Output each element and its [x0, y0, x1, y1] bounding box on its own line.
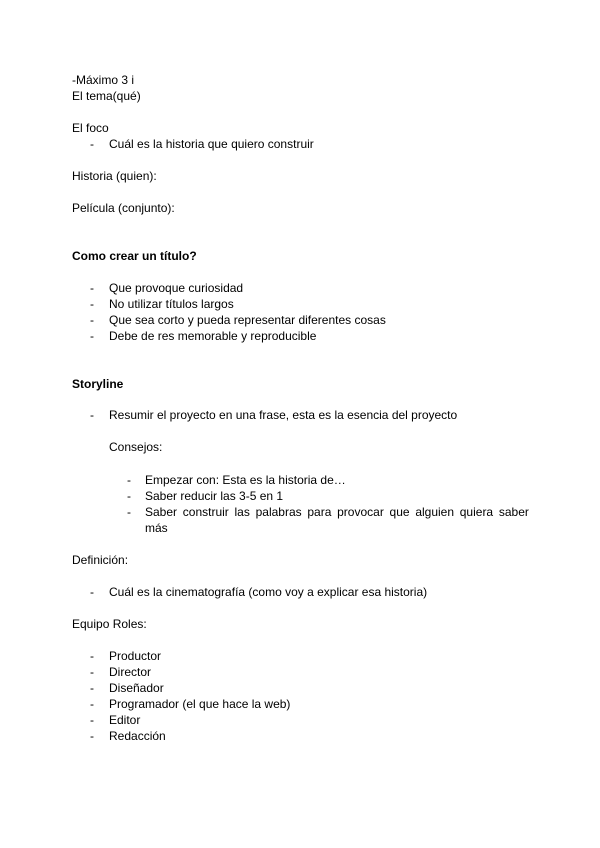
justified-word: provocar	[337, 505, 384, 519]
justified-word: alguien	[415, 505, 455, 519]
titulo-heading: Como crear un título?	[72, 249, 197, 263]
equipo-label: Equipo Roles:	[72, 617, 147, 631]
justified-word: que	[389, 505, 410, 519]
justified-word: saber	[498, 505, 529, 519]
storyline-item: Resumir el proyecto en una frase, esta es la esencia del proyecto	[109, 408, 458, 422]
equipo-item: Director	[109, 665, 152, 679]
max-note: -Máximo 3 i	[72, 73, 135, 87]
foco-label: El foco	[72, 121, 109, 135]
historia-label: Historia (quien):	[72, 169, 157, 183]
list-bullet: -	[90, 313, 94, 327]
consejo-item-continuation: más	[145, 521, 168, 535]
list-bullet: -	[90, 681, 94, 695]
list-bullet: -	[90, 713, 94, 727]
list-bullet: -	[90, 137, 94, 151]
list-bullet: -	[90, 329, 94, 343]
titulo-item: No utilizar títulos largos	[109, 297, 234, 311]
consejo-item-justified	[145, 504, 529, 520]
consejos-label: Consejos:	[109, 440, 163, 454]
titulo-item: Que provoque curiosidad	[109, 281, 244, 295]
pelicula-label: Película (conjunto):	[72, 201, 175, 215]
list-bullet: -	[90, 281, 94, 295]
list-bullet: -	[127, 505, 131, 519]
justified-word: construir	[182, 505, 229, 519]
equipo-item: Editor	[109, 713, 141, 727]
justified-word: las	[234, 505, 250, 519]
consejo-item: Empezar con: Esta es la historia de…	[145, 473, 346, 487]
list-bullet: -	[127, 473, 131, 487]
list-bullet: -	[90, 585, 94, 599]
tema-label: El tema(qué)	[72, 89, 141, 103]
list-bullet: -	[90, 697, 94, 711]
equipo-item: Programador (el que hace la web)	[109, 697, 291, 711]
list-bullet: -	[90, 297, 94, 311]
list-bullet: -	[90, 665, 94, 679]
justified-word: palabras	[255, 505, 302, 519]
list-bullet: -	[90, 649, 94, 663]
equipo-item: Productor	[109, 649, 162, 663]
definicion-item: Cuál es la cinematografía (como voy a explicar esa historia)	[109, 585, 428, 599]
foco-item: Cuál es la historia que quiero construir	[109, 137, 314, 151]
equipo-item: Redacción	[109, 729, 166, 743]
justified-word: para	[307, 505, 332, 519]
list-bullet: -	[127, 489, 131, 503]
justified-word: Saber	[145, 505, 178, 519]
consejo-item: Saber reducir las 3-5 en 1	[145, 489, 284, 503]
titulo-item: Debe de res memorable y reproducible	[109, 329, 317, 343]
justified-word: quiera	[459, 505, 494, 519]
storyline-heading: Storyline	[72, 377, 124, 391]
list-bullet: -	[90, 729, 94, 743]
equipo-item: Diseñador	[109, 681, 164, 695]
list-bullet: -	[90, 408, 94, 422]
definicion-label: Definición:	[72, 553, 129, 567]
titulo-item: Que sea corto y pueda representar diferentes cosas	[109, 313, 386, 327]
